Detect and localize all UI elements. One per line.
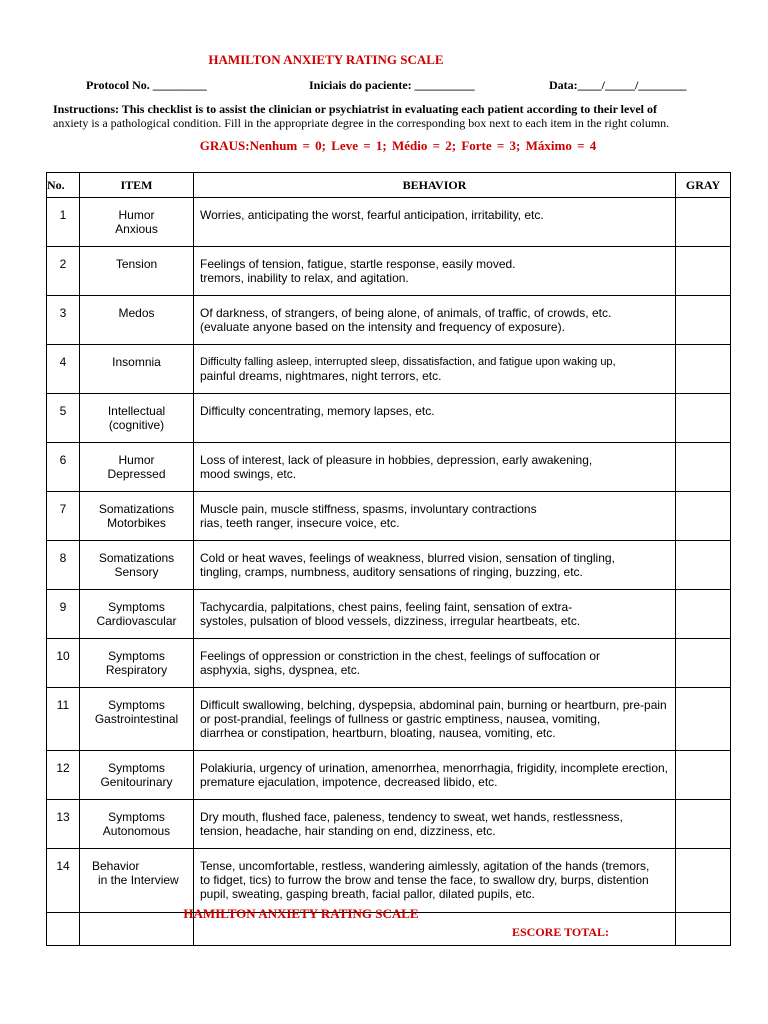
grade-input-cell[interactable] [676,590,731,639]
behavior-text-line: Worries, anticipating the worst, fearful anticipation, irritability, etc. [200,208,544,222]
item-label-line: Symptoms [108,649,165,663]
behavior-text-line: Difficulty falling asleep, interrupted sleep, dissatisfaction, and fatigue upon waking up, [200,356,616,368]
item-label-line: Gastrointestinal [94,712,179,726]
row-item [80,800,194,849]
row-item [80,639,194,688]
grade-input-cell[interactable] [676,443,731,492]
header-item: ITEM [80,173,194,198]
table-row [47,688,731,751]
row-behavior [194,800,676,849]
item-label-line: Intellectual [107,404,166,418]
grade-input-cell[interactable] [676,345,731,394]
row-number: 10 [47,639,80,688]
item-label-line: Sensory [114,565,159,579]
row-behavior [194,394,676,443]
grade-input-cell[interactable] [676,247,731,296]
behavior-text-line: tension, headache, hair standing on end, dizziness, etc. [200,824,496,838]
behavior-text-line: Tense, uncomfortable, restless, wandering aimlessly, agitation of the hands (tremors, [200,859,650,873]
grade-input-cell[interactable] [676,849,731,913]
row-behavior [194,296,676,345]
item-label-line: in the Interview [98,873,179,887]
row-number: 12 [47,751,80,800]
row-behavior [194,849,676,913]
row-number: 8 [47,541,80,590]
item-label-line: Somatizations [98,551,175,565]
behavior-text-line: Muscle pain, muscle stiffness, spasms, involuntary contractions [200,502,537,516]
item-label-line: Motorbikes [107,516,166,530]
footer-title: HAMILTON ANXIETY RATING SCALE [183,906,419,921]
header-grade: GRAY [676,173,731,198]
item-label-line: Autonomous [102,824,171,838]
grade-input-cell[interactable] [676,198,731,247]
total-score-label: ESCORE TOTAL: [194,913,676,946]
row-item [80,198,194,247]
row-behavior [194,198,676,247]
instructions [53,102,693,130]
row-item [80,247,194,296]
behavior-text-line: to fidget, tics) to furrow the brow and tense the face, to swallow dry, burps, distention [200,873,649,887]
row-behavior [194,541,676,590]
grade-input-cell[interactable] [676,296,731,345]
row-behavior [194,590,676,639]
table-row [47,345,731,394]
behavior-text-line: Cold or heat waves, feelings of weakness, blurred vision, sensation of tingling, [200,551,615,565]
grade-input-cell[interactable] [676,492,731,541]
item-label-line: Respiratory [105,663,168,677]
row-item [80,345,194,394]
row-behavior [194,751,676,800]
item-label-line: (cognitive) [108,418,165,432]
patient-initials-field: Iniciais do paciente: __________ [309,78,475,92]
item-label-line: Symptoms [108,600,165,614]
row-number: 2 [47,247,80,296]
behavior-text-line: Dry mouth, flushed face, paleness, tendency to sweat, wet hands, restlessness, [200,810,623,824]
header-no: No. [47,173,80,198]
row-number: 7 [47,492,80,541]
protocol-number-field: Protocol No. _________ [86,78,207,92]
item-label-line: Behavior [92,859,140,873]
grading-legend: GRAUS:Nenhum = 0; Leve = 1; Médio = 2; Forte = 3; Máximo = 4 [199,138,597,153]
grade-input-cell[interactable] [676,394,731,443]
row-behavior [194,247,676,296]
row-number: 9 [47,590,80,639]
item-label-line: Symptoms [108,810,165,824]
row-item [80,296,194,345]
row-item [80,394,194,443]
behavior-text-line: tremors, inability to relax, and agitation. [200,271,409,285]
grade-input-cell[interactable] [676,751,731,800]
row-number: 6 [47,443,80,492]
row-behavior [194,492,676,541]
date-field: Data:____/_____/________ [549,78,687,92]
behavior-text-line: Feelings of oppression or constriction in the chest, feelings of suffocation or [200,649,601,663]
row-number: 1 [47,198,80,247]
row-number: 13 [47,800,80,849]
row-behavior [194,688,676,751]
table-row [47,443,731,492]
item-label-line: Genitourinary [100,775,173,789]
item-label-line: Cardiovascular [96,614,177,628]
behavior-text-line: (evaluate anyone based on the intensity and frequency of exposure). [200,320,565,334]
instructions-line-2: anxiety is a pathological condition. Fill in the appropriate degree in the corresponding box next to each item in the right column. [53,116,670,130]
row-item [80,751,194,800]
behavior-text-line: tingling, cramps, numbness, auditory sensations of ringing, buzzing, etc. [200,565,583,579]
grade-input-cell[interactable] [676,800,731,849]
row-number: 5 [47,394,80,443]
table-row [47,492,731,541]
table-row [47,849,731,913]
item-label-line: Somatizations [98,502,175,516]
row-item [80,541,194,590]
behavior-text-line: Loss of interest, lack of pleasure in hobbies, depression, early awakening, [200,453,593,467]
instructions-line-1: Instructions: This checklist is to assist the clinician or psychiatrist in evaluating each patient according to their level of [53,102,657,116]
behavior-text-line: mood swings, etc. [200,467,297,481]
row-item [80,443,194,492]
table-header-row [47,173,731,198]
table-row [47,394,731,443]
behavior-text-line: Polakiuria, urgency of urination, amenorrhea, menorrhagia, frigidity, incomplete erection, [200,761,669,775]
grade-input-cell[interactable] [676,639,731,688]
table-row [47,198,731,247]
behavior-text-line: rias, teeth ranger, insecure voice, etc. [200,516,400,530]
row-behavior [194,345,676,394]
page-title: HAMILTON ANXIETY RATING SCALE [208,52,444,67]
table-row [47,247,731,296]
behavior-text-line: premature ejaculation, impotence, decreased libido, etc. [200,775,498,789]
item-label-line: Tension [115,257,158,271]
row-behavior [194,443,676,492]
behavior-text-line: systoles, pulsation of blood vessels, dizziness, irregular heartbeats, etc. [200,614,581,628]
table-row [47,296,731,345]
item-label-line: Medos [118,306,155,320]
behavior-text-line: or post-prandial, feelings of fullness or gastric emptiness, nausea, vomiting, [200,712,601,726]
row-number: 11 [47,688,80,751]
row-behavior [194,639,676,688]
table-row [47,751,731,800]
row-number: 14 [47,849,80,913]
grade-input-cell[interactable] [676,541,731,590]
table-row [47,541,731,590]
table-row [47,590,731,639]
behavior-text-line: pupil, sweating, gasping breath, facial pallor, dilated pupils, etc. [200,887,535,901]
row-item [80,590,194,639]
row-item [80,492,194,541]
grade-input-cell[interactable] [676,688,731,751]
item-label-line: Humor [118,453,155,467]
behavior-text-line: Difficulty concentrating, memory lapses, etc. [200,404,435,418]
table-row [47,800,731,849]
behavior-text-line: Feelings of tension, fatigue, startle response, easily moved. [200,257,516,271]
item-label-line: Symptoms [108,761,165,775]
item-label-line: Insomnia [112,355,161,369]
row-item [80,688,194,751]
header-behavior: BEHAVIOR [194,173,676,198]
behavior-text-line: Of darkness, of strangers, of being alone, of animals, of traffic, of crowds, etc. [200,306,612,320]
total-score-cell[interactable] [676,913,731,946]
table-row [47,639,731,688]
row-number: 3 [47,296,80,345]
behavior-text-line: Difficult swallowing, belching, dyspepsia, abdominal pain, burning or heartburn, pre-pain [200,698,667,712]
behavior-text-line: painful dreams, nightmares, night terrors, etc. [200,369,442,383]
behavior-text-line: Tachycardia, palpitations, chest pains, feeling faint, sensation of extra- [200,600,573,614]
item-label-line: Symptoms [108,698,165,712]
behavior-text-line: diarrhea or constipation, heartburn, bloating, nausea, vomiting, etc. [200,726,556,740]
item-label-line: Humor [118,208,155,222]
item-label-line: Depressed [107,467,166,481]
rating-table [46,172,731,946]
behavior-text-line: asphyxia, sighs, dyspnea, etc. [200,663,361,677]
row-number: 4 [47,345,80,394]
row-item [80,849,194,913]
item-label-line: Anxious [115,222,158,236]
